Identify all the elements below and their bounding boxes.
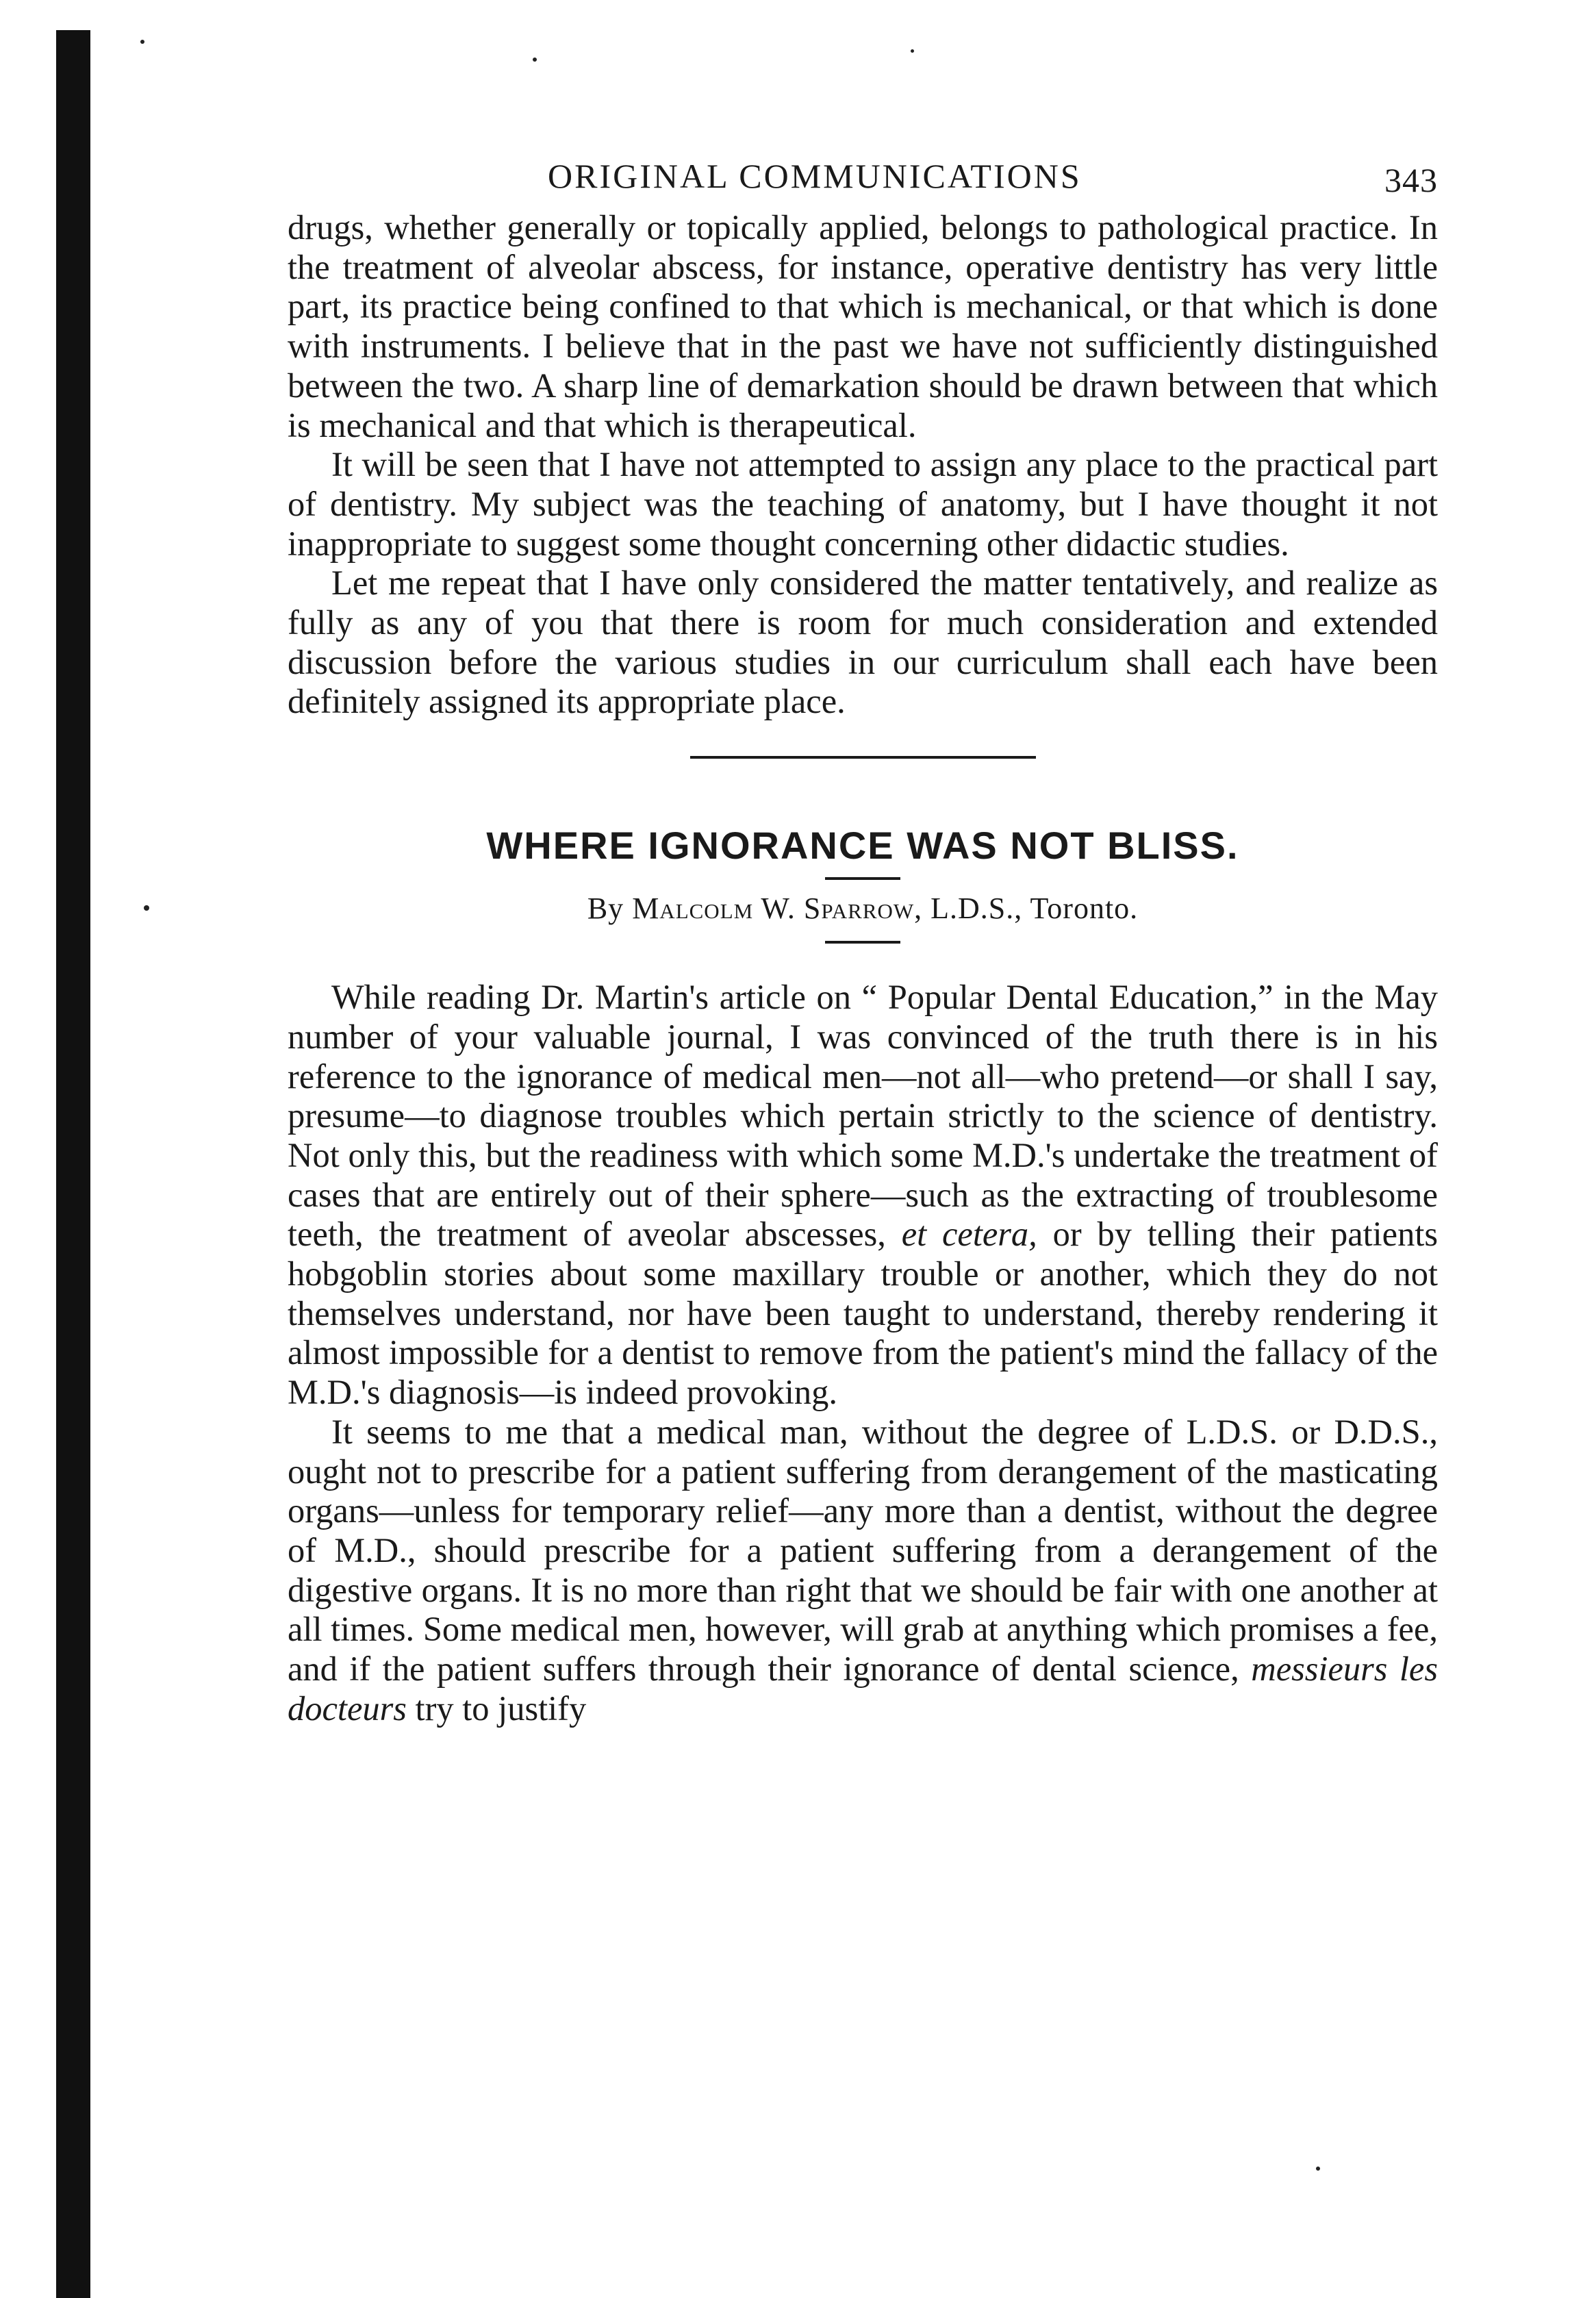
continued-paragraph: drugs, whether generally or topically applied, belongs to pathological practice. In the treatment of alveolar abscess, for instance, operative dentistry has very little part, its practice being confined to that which is mechanical, or that which is done with instruments. I believe that in the past we have not sufficiently distinguished between the two. A sharp line of demarkation should be drawn between that which is mechanical and that which is therapeutical. bbox=[288, 208, 1438, 444]
italic-phrase: messieurs les docteurs bbox=[288, 1650, 1438, 1728]
paragraph-text: It seems to me that a medical man, without the degree of L.D.S. or D.D.S., ought not to prescribe for a patient suffering from derangement of the masticating organs—unless for temporary relief—any more than a dentist, without the degree of M.D., should prescribe for a patient suffering from a derangement of the digestive organs. It is no more than right that we should be fair with one another at all times. Some medical men, however, will grab at anything which promises a fee, and if the patient suffers through their ignorance of dental science, bbox=[288, 1412, 1438, 1689]
running-head-title: ORIGINAL COMMUNICATIONS bbox=[548, 157, 1082, 195]
paragraph-text: or by telling their patients hobgoblin stories about some maxillary trouble or another, which they do not themselves understand, nor have been taught to understand, thereby rendering it almost impossible for a dentist to remove from the patient's mind the fallacy of the M.D.'s diagnosis—is indeed provoking. bbox=[288, 1215, 1439, 1412]
scan-speck bbox=[1316, 2167, 1320, 2171]
scan-speck bbox=[140, 40, 144, 44]
section-divider bbox=[690, 756, 1036, 759]
italic-phrase: et cetera, bbox=[901, 1215, 1037, 1254]
page-number: 343 bbox=[1384, 161, 1438, 199]
paragraph: It will be seen that I have not attempted to assign any place to the practical part of dentistry. My subject was the teaching of anatomy, but I have thought it not inappropriate to suggest some thought concerning other didactic studies. bbox=[288, 445, 1438, 563]
page-body bbox=[288, 156, 1438, 1729]
running-head bbox=[288, 156, 1438, 208]
title-rule bbox=[825, 877, 900, 880]
article-title: WHERE IGNORANCE WAS NOT BLISS. bbox=[486, 824, 1239, 868]
paragraph bbox=[288, 978, 1438, 1413]
scan-speck bbox=[911, 49, 914, 53]
article-byline bbox=[288, 891, 1438, 926]
paragraph-text: While reading Dr. Martin's article on “ Popular Dental Education,” in the May number of your valuable journal, I was convinced of the truth there is in his reference to the ignorance of medical men—not all—who pretend—or shall I say, presume—to diagnose troubles which pertain strictly to the science of dentistry. Not only this, but the readiness with which some M.D.'s undertake the treatment of cases that are entirely out of their sphere—such as the extracting of troublesome teeth, the treatment of aveolar abscesses, bbox=[288, 978, 1438, 1254]
byline-rule bbox=[825, 941, 900, 944]
scan-speck bbox=[533, 58, 537, 62]
byline-prefix: By bbox=[587, 892, 624, 926]
byline-credentials: , L.D.S., Toronto. bbox=[914, 892, 1139, 926]
page-spine-shadow bbox=[56, 30, 90, 2298]
paragraph bbox=[288, 1413, 1438, 1729]
byline-author: Malcolm W. Sparrow bbox=[632, 892, 915, 926]
paragraph: Let me repeat that I have only considered the matter tentatively, and realize as fully as any of you that there is room for much consideration and extended discussion before the various studies in our curriculum shall each have been definitely assigned its appropriate place. bbox=[288, 564, 1438, 721]
paragraph-text: try to justify bbox=[415, 1689, 587, 1728]
scan-speck bbox=[144, 905, 149, 911]
